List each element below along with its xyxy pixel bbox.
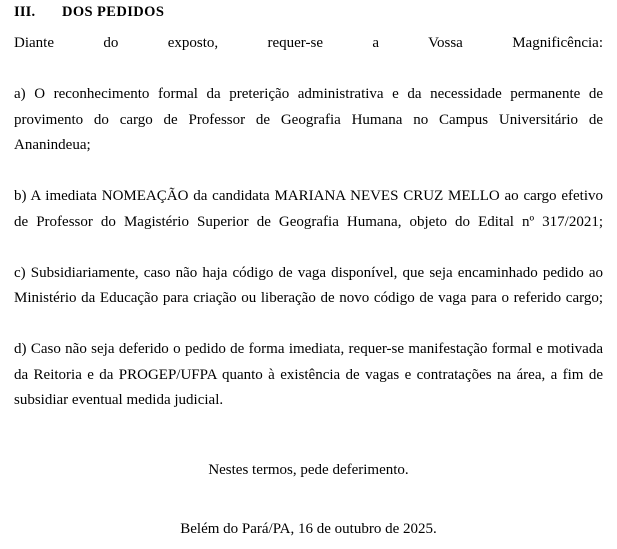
section-number: III. [14, 4, 36, 20]
request-item-d: d) Caso não seja deferido o pedido de forma imediata, requer-se manifestação formal e motivada da Reitoria e da PROGEP/UFPA quanto à existência de vagas e contratações na área, a fim de subsidiar eventual medida judicial. [14, 341, 603, 408]
request-item-b: b) A imediata NOMEAÇÃO da candidata MARIANA NEVES CRUZ MELLO ao cargo efetivo de Professor do Magistério Superior de Geografia Humana, objeto do Edital nº 317/2021; [14, 188, 603, 230]
section-body [14, 31, 603, 414]
place-and-date: Belém do Pará/PA, 16 de outubro de 2025. [180, 520, 437, 537]
section-heading [14, 4, 603, 21]
request-item-a: a) O reconhecimento formal da preterição administrativa e da necessidade permanente de provimento do cargo de Professor de Geografia Humana no Campus Universitário de Ananindeua; [14, 86, 603, 153]
request-item-c: c) Subsidiariamente, caso não haja código de vaga disponível, que seja encaminhado pedido ao Ministério da Educação para criação ou liberação de novo código de vaga para o referido cargo; [14, 264, 603, 306]
document-page [0, 4, 617, 549]
closing-statement: Nestes termos, pede deferimento. [208, 461, 409, 478]
intro-paragraph: Diante do exposto, requer-se a Vossa Magnificência: [14, 35, 603, 51]
section-title: DOS PEDIDOS [62, 4, 165, 20]
